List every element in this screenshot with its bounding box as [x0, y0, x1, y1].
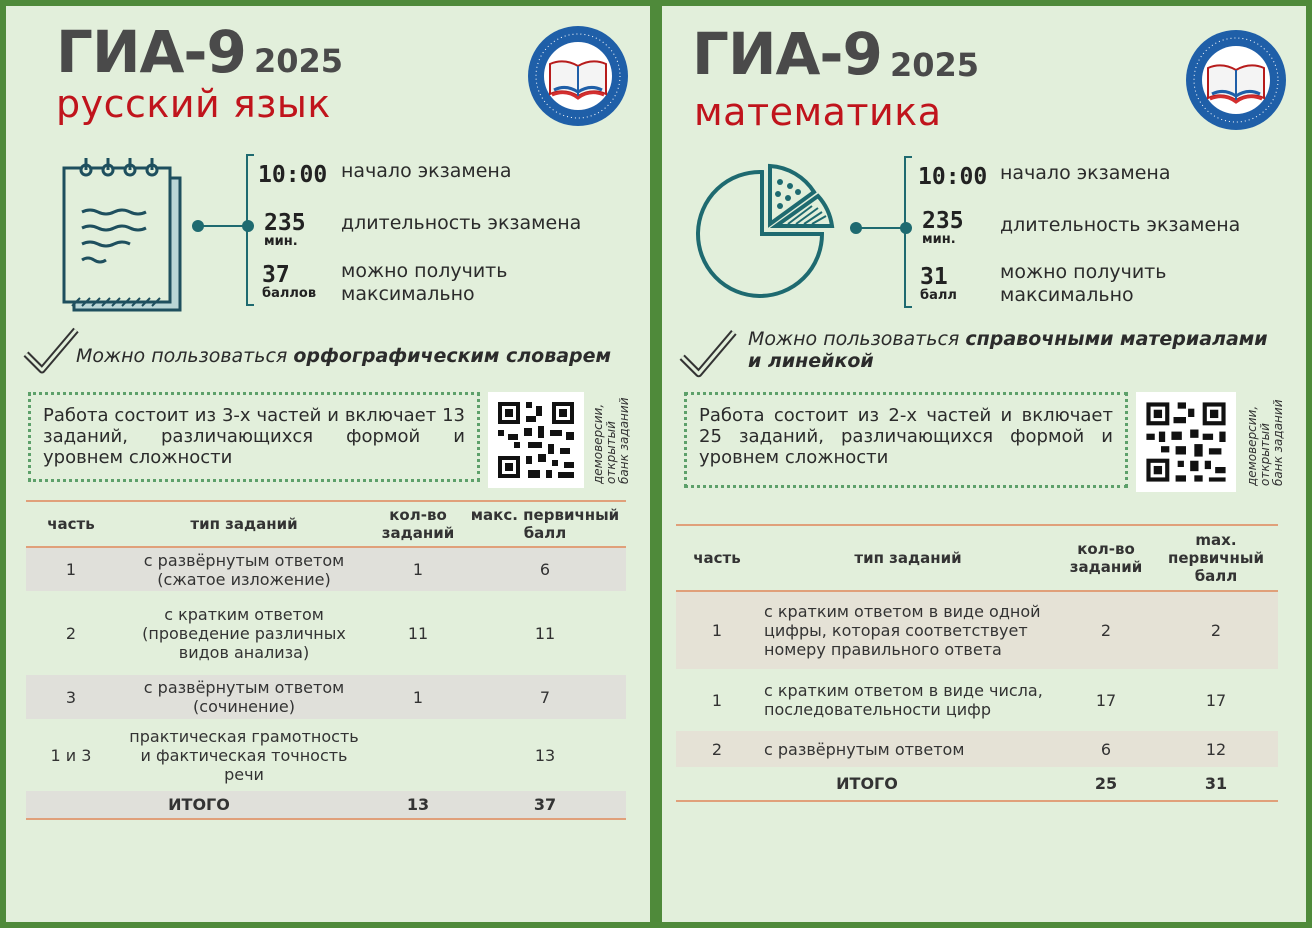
task-table	[676, 524, 1278, 802]
exam-title: ГИА-9	[56, 18, 246, 86]
col-count: кол-во заданий	[372, 501, 464, 547]
table-row: 2 с кратким ответом (проведение различных видов анализа) 11 11	[65, 604, 556, 662]
exam-structure-info: Работа состоит из 3-х частей и включает 13 заданий, различающихся формой и уровнем сложности	[28, 392, 480, 482]
start-time-label: начало экзамена	[1000, 162, 1171, 184]
max-score-value: 31	[920, 264, 948, 290]
col-count: кол-во заданий	[1058, 525, 1154, 591]
checkmark-icon	[22, 324, 80, 376]
ministry-emblem-icon	[1184, 28, 1288, 132]
max-score-label-1: можно получить	[341, 260, 508, 282]
max-score-value: 37	[262, 262, 290, 288]
allowed-materials-note: Можно пользоваться орфографическим словарем	[76, 345, 612, 367]
max-score-label-2: максимально	[341, 283, 475, 305]
col-max: max. первичный балл	[1154, 525, 1278, 591]
task-table	[26, 500, 626, 820]
table-row: 1 с кратким ответом в виде числа, последовательности цифр 17 17	[711, 681, 1227, 719]
exam-year: 2025	[254, 42, 344, 80]
pie-chart-icon	[692, 162, 842, 302]
checkmark-icon	[678, 326, 738, 380]
exam-title: ГИА-9	[692, 20, 882, 88]
reference-materials-label: справочными материалами	[965, 328, 1268, 350]
ministry-emblem-icon	[526, 24, 630, 128]
math-exam-panel	[662, 6, 1306, 922]
subject-title: математика	[694, 90, 942, 134]
table-row: 1 и 3 практическая грамотность и фактическая точность речи 13	[50, 726, 556, 784]
start-time: 10:00	[918, 164, 988, 190]
duration-unit: мин.	[922, 232, 956, 247]
table-row: 2 с развёрнутым ответом 6 12	[676, 731, 1278, 767]
duration-label: длительность экзамена	[341, 212, 582, 234]
ruler-label: и линейкой	[748, 350, 874, 372]
col-type: тип заданий	[116, 501, 372, 547]
duration-label: длительность экзамена	[1000, 214, 1241, 236]
duration-value: 235	[922, 208, 964, 234]
qr-code[interactable]	[1136, 392, 1236, 492]
qr-code[interactable]	[488, 392, 584, 488]
table-row: 3 с развёрнутым ответом (сочинение) 1 7	[26, 675, 626, 719]
exam-structure-info: Работа состоит из 2-х частей и включает 25 заданий, различающихся формой и уровнем сложности	[684, 392, 1128, 488]
table-row: 1 с кратким ответом в виде одной цифры, которая соответствует номеру правильного ответа 2 2	[676, 591, 1278, 669]
max-score-unit: баллов	[262, 286, 317, 301]
duration-value: 235	[264, 210, 306, 236]
col-max: макс. первичный балл	[464, 501, 626, 547]
connector-dot	[850, 222, 862, 234]
col-part: часть	[676, 525, 758, 591]
max-score-unit: балл	[920, 288, 957, 303]
stat-connector	[858, 227, 904, 229]
stat-connector	[198, 225, 248, 227]
max-score-label-1: можно получить	[1000, 261, 1167, 283]
subject-title: русский язык	[56, 82, 331, 126]
col-part: часть	[26, 501, 116, 547]
russian-exam-panel	[6, 6, 650, 922]
total-row: ИТОГО 13 37	[26, 791, 626, 819]
duration-unit: мин.	[264, 234, 298, 249]
connector-dot	[192, 220, 204, 232]
start-time: 10:00	[258, 162, 328, 188]
notepad-icon	[58, 156, 186, 316]
allowed-materials-note: Можно пользоваться справочными материалами и линейкой	[748, 328, 1268, 372]
total-row: ИТОГО 25 31	[676, 767, 1278, 801]
qr-caption: демоверсии, открытый банк заданий	[1245, 399, 1285, 486]
exam-year: 2025	[890, 46, 980, 84]
qr-caption: демоверсии, открытый банк заданий	[591, 397, 631, 484]
dictionary-label: орфографическим словарем	[293, 345, 612, 367]
max-score-label-2: максимально	[1000, 284, 1134, 306]
col-type: тип заданий	[758, 525, 1058, 591]
table-row: 1 с развёрнутым ответом (сжатое изложение) 1 6	[26, 547, 626, 591]
start-time-label: начало экзамена	[341, 160, 512, 182]
